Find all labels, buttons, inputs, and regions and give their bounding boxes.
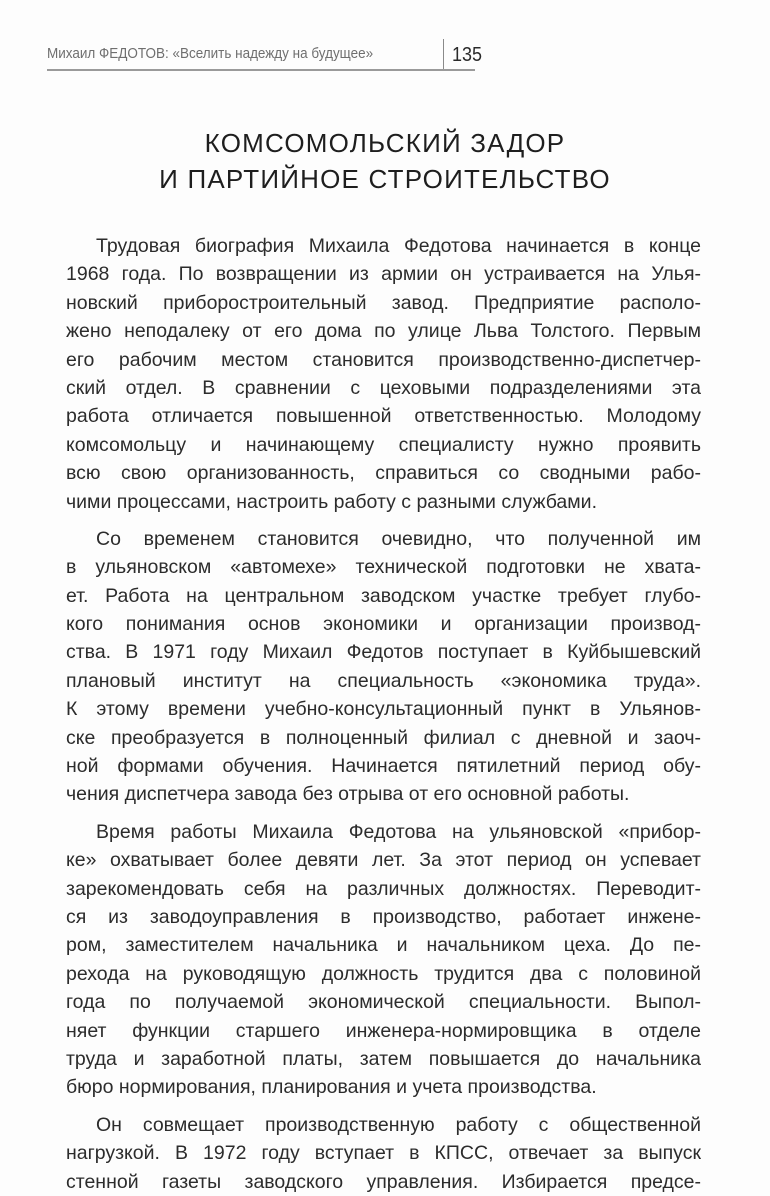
text-line: всю свою организованность, справиться со сводными рабо- [66,462,701,485]
text-line: ске преобразуется в полноценный филиал с дневной и заоч- [66,726,701,749]
text-line: ет. Работа на центральном заводском участке требует глубо- [66,584,701,607]
text-line: Со временем становится очевидно, что полученной им [96,527,701,550]
running-head-container [47,36,475,72]
header-rule [47,69,475,71]
text-line: ной формами обучения. Начинается пятилетний период обу- [66,755,701,778]
chapter-title [0,125,770,197]
chapter-title-line: КОМСОМОЛЬСКИЙ ЗАДОР [204,128,566,159]
text-line: Трудовая биография Михаила Федотова начинается в конце [96,235,701,257]
text-line: ский отдел. В сравнении с цеховыми подразделениями эта [66,376,701,399]
text-line: няет функции старшего инженера-нормировщика в отделе [66,1019,701,1042]
text-line: К этому времени учебно-консультационный пункт в Ульянов- [66,698,701,721]
text-line: его рабочим местом становится производственно-диспетчер- [66,348,701,371]
paragraph-gap [66,1102,701,1111]
text-line: ся из заводоуправления в производство, работает инжене- [66,905,701,928]
text-line: зарекомендовать себя на различных должностях. Переводит- [66,877,701,900]
text-line: кого понимания основ экономики и организации производ- [66,613,701,636]
paragraph [66,232,701,516]
text-line: чения диспетчера завода без отрыва от его основной работы. [66,783,630,806]
text-line: работа отличается повышенной ответственностью. Молодому [66,405,701,428]
body-text [66,232,701,1196]
text-line: жено неподалеку от его дома по улице Льва Толстого. Первым [66,320,701,343]
text-line: рехода на руководящую должность трудится два с половиной [66,962,701,985]
page-number: 135 [452,44,483,66]
text-line: бюро нормирования, планирования и учета производства. [66,1076,597,1099]
header-separator [443,39,444,69]
text-line: новский приборостроительный завод. Предприятие располо- [66,291,701,314]
paragraph-gap [66,516,701,525]
text-line: комсомольцу и начинающему специалисту нужно проявить [66,433,701,456]
text-line: труда и заработной платы, затем повышается до начальника [66,1047,701,1070]
running-title: Михаил ФЕДОТОВ: «Вселить надежду на будущее» [47,46,374,62]
text-line: года по получаемой экономической специальности. Выпол- [66,991,701,1014]
paragraph [66,525,701,809]
text-line: чими процессами, настроить работу с разными службами. [66,490,597,513]
text-line: стенной газеты заводского управления. Избирается предсе- [66,1170,701,1193]
chapter-title-line: И ПАРТИЙНОЕ СТРОИТЕЛЬСТВО [159,164,611,195]
text-line: Он совмещает производственную работу с общественной [96,1113,701,1136]
text-line: плановый институт на специальность «экономика труда». [66,669,701,692]
text-line: ке» охватывает более девяти лет. За этот период он успевает [66,849,701,872]
paragraph [66,818,701,1102]
text-line: ства. В 1971 году Михаил Федотов поступает в Куйбышевский [66,641,701,664]
text-line: Время работы Михаила Федотова на ульяновской «прибор- [96,820,701,843]
text-line: ром, заместителем начальника и начальником цеха. До пе- [66,934,701,957]
text-line: нагрузкой. В 1972 году вступает в КПСС, отвечает за выпуск [66,1142,701,1165]
text-line: 1968 года. По возвращении из армии он устраивается на Улья- [66,263,701,286]
paragraph [66,1111,701,1196]
text-line: в ульяновском «автомехе» технической подготовки не хвата- [66,556,701,579]
paragraph-gap [66,809,701,818]
